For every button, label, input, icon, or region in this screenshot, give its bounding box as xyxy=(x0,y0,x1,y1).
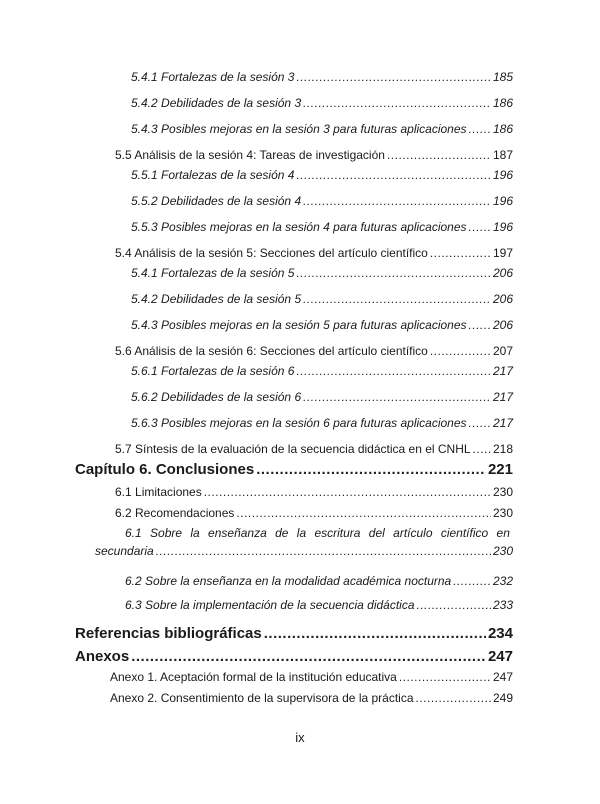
toc-chapter-entry xyxy=(75,625,513,642)
toc-leader-dots xyxy=(469,122,491,136)
toc-entry-title: Anexo 2. Consentimiento de la supervisora de la práctica xyxy=(110,691,414,705)
toc-entry xyxy=(115,148,513,162)
toc-entry-title: 5.6.3 Posibles mejoras en la sesión 6 para futuras aplicaciones xyxy=(131,416,467,430)
toc-entry xyxy=(131,364,513,378)
toc-entry xyxy=(131,220,513,234)
toc-leader-dots xyxy=(469,416,491,430)
toc-entry-page: 249 xyxy=(492,691,513,705)
toc-leader-dots xyxy=(236,506,491,520)
toc-leader-dots xyxy=(131,648,486,665)
toc-leader-dots xyxy=(296,168,491,182)
toc-entry-page: 206 xyxy=(492,318,513,332)
toc-entry-title: 6.2 Sobre la enseñanza en la modalidad académica nocturna xyxy=(125,574,452,588)
page-number: ix xyxy=(295,730,305,745)
toc-entry-title: 5.5.1 Fortalezas de la sesión 4 xyxy=(131,168,295,182)
toc-leader-dots xyxy=(399,670,491,684)
toc-entry xyxy=(131,390,513,404)
toc-leader-dots xyxy=(303,96,491,110)
toc-entry-page: 196 xyxy=(492,220,513,234)
toc-leader-dots xyxy=(256,461,486,478)
toc-entry xyxy=(115,485,513,499)
toc-entry-title: 5.4.3 Posibles mejoras en la sesión 5 para futuras aplicaciones xyxy=(131,318,467,332)
toc-leader-dots xyxy=(473,442,491,456)
toc-entry xyxy=(115,506,513,520)
toc-entry-title: 6.1 Limitaciones xyxy=(115,485,202,499)
toc-entry-page: 196 xyxy=(492,168,513,182)
toc-entry-title: 5.4.2 Debilidades de la sesión 5 xyxy=(131,292,302,306)
toc-leader-dots xyxy=(387,148,491,162)
toc-entry-title-line1 xyxy=(95,526,513,540)
toc-entry-page: 230 xyxy=(492,506,513,520)
toc-leader-dots xyxy=(416,691,491,705)
toc-leader-dots xyxy=(303,292,491,306)
toc-entry-title: Anexos xyxy=(75,648,130,665)
toc-entry-title: Anexo 1. Aceptación formal de la institución educativa xyxy=(110,670,397,684)
toc-leader-dots xyxy=(296,266,491,280)
toc-leader-dots xyxy=(469,220,491,234)
toc-entry-title: 5.6 Análisis de la sesión 6: Secciones del artículo científico xyxy=(115,344,428,358)
toc-leader-dots xyxy=(296,364,491,378)
toc-entry-page: 247 xyxy=(492,670,513,684)
toc-leader-dots xyxy=(156,544,491,558)
toc-entry-page: 186 xyxy=(492,96,513,110)
toc-entry-page: 221 xyxy=(487,461,513,478)
toc-entry xyxy=(115,246,513,260)
toc-entry-title: 6.3 Sobre la implementación de la secuencia didáctica xyxy=(125,598,415,612)
toc-entry-page: 217 xyxy=(492,390,513,404)
toc-entry xyxy=(110,691,513,705)
toc-entry-line2 xyxy=(95,544,513,558)
toc-entry xyxy=(110,670,513,684)
toc-entry-title: 6.1 Sobre la enseñanza de la escritura del artículo científico en xyxy=(125,526,510,540)
toc-entry-title: 5.4.1 Fortalezas de la sesión 5 xyxy=(131,266,295,280)
toc-entry xyxy=(125,598,513,612)
toc-leader-dots xyxy=(453,574,491,588)
toc-leader-dots xyxy=(303,194,491,208)
toc-entry xyxy=(125,574,513,588)
toc-leader-dots xyxy=(264,625,486,642)
toc-entry-page: 206 xyxy=(492,292,513,306)
toc-entry-page: 185 xyxy=(492,70,513,84)
toc-entry xyxy=(131,194,513,208)
toc-entry-page: 186 xyxy=(492,122,513,136)
toc-entry-page: 234 xyxy=(487,625,513,642)
toc-entry-page: 247 xyxy=(487,648,513,665)
toc-entry-title: 5.5.3 Posibles mejoras en la sesión 4 para futuras aplicaciones xyxy=(131,220,467,234)
toc-entry-title: 5.6.2 Debilidades de la sesión 6 xyxy=(131,390,302,404)
toc-entry-title: 5.7 Síntesis de la evaluación de la secuencia didáctica en el CNHL xyxy=(115,442,471,456)
toc-entry xyxy=(131,122,513,136)
toc-leader-dots xyxy=(303,390,491,404)
toc-entry-title: 5.4.3 Posibles mejoras en la sesión 3 para futuras aplicaciones xyxy=(131,122,467,136)
toc-entry-title: Referencias bibliográficas xyxy=(75,625,262,642)
toc-entry-page: 230 xyxy=(492,544,513,558)
toc-chapter-entry xyxy=(75,648,513,665)
toc-leader-dots xyxy=(296,70,491,84)
toc-entry-title-line2: secundaria xyxy=(95,544,154,558)
toc-entry-title: 5.5.2 Debilidades de la sesión 4 xyxy=(131,194,302,208)
toc-entry-page: 207 xyxy=(492,344,513,358)
toc-entry xyxy=(131,70,513,84)
toc-leader-dots xyxy=(430,246,491,260)
toc-entry-title: 5.4 Análisis de la sesión 5: Secciones del artículo científico xyxy=(115,246,428,260)
toc-entry xyxy=(131,168,513,182)
toc-entry-title: 5.5 Análisis de la sesión 4: Tareas de investigación xyxy=(115,148,385,162)
toc-leader-dots xyxy=(204,485,491,499)
toc-entry xyxy=(131,266,513,280)
toc-entry-page: 218 xyxy=(492,442,513,456)
toc-entry-title: 5.4.1 Fortalezas de la sesión 3 xyxy=(131,70,295,84)
toc-entry-page: 233 xyxy=(492,598,513,612)
toc-entry-wrapped xyxy=(95,526,513,558)
toc-leader-dots xyxy=(430,344,491,358)
toc-leader-dots xyxy=(469,318,491,332)
toc-entry-page: 206 xyxy=(492,266,513,280)
toc-chapter-entry xyxy=(75,461,513,478)
toc-entry-page: 230 xyxy=(492,485,513,499)
toc-entry-page: 187 xyxy=(492,148,513,162)
toc-entry xyxy=(115,344,513,358)
toc-leader-dots xyxy=(417,598,491,612)
toc-entry-title: 6.2 Recomendaciones xyxy=(115,506,235,520)
toc-entry-page: 217 xyxy=(492,364,513,378)
toc-entry-page: 232 xyxy=(492,574,513,588)
toc-entry-title: 5.4.2 Debilidades de la sesión 3 xyxy=(131,96,302,110)
toc-entry xyxy=(131,318,513,332)
toc-entry-page: 196 xyxy=(492,194,513,208)
toc-entry-page: 197 xyxy=(492,246,513,260)
toc-entry xyxy=(115,442,513,456)
toc-entry xyxy=(131,96,513,110)
toc-entry-title: Capítulo 6. Conclusiones xyxy=(75,461,255,478)
toc-entry-title: 5.6.1 Fortalezas de la sesión 6 xyxy=(131,364,295,378)
toc-entry-page: 217 xyxy=(492,416,513,430)
toc-entry xyxy=(131,416,513,430)
toc-entry xyxy=(131,292,513,306)
